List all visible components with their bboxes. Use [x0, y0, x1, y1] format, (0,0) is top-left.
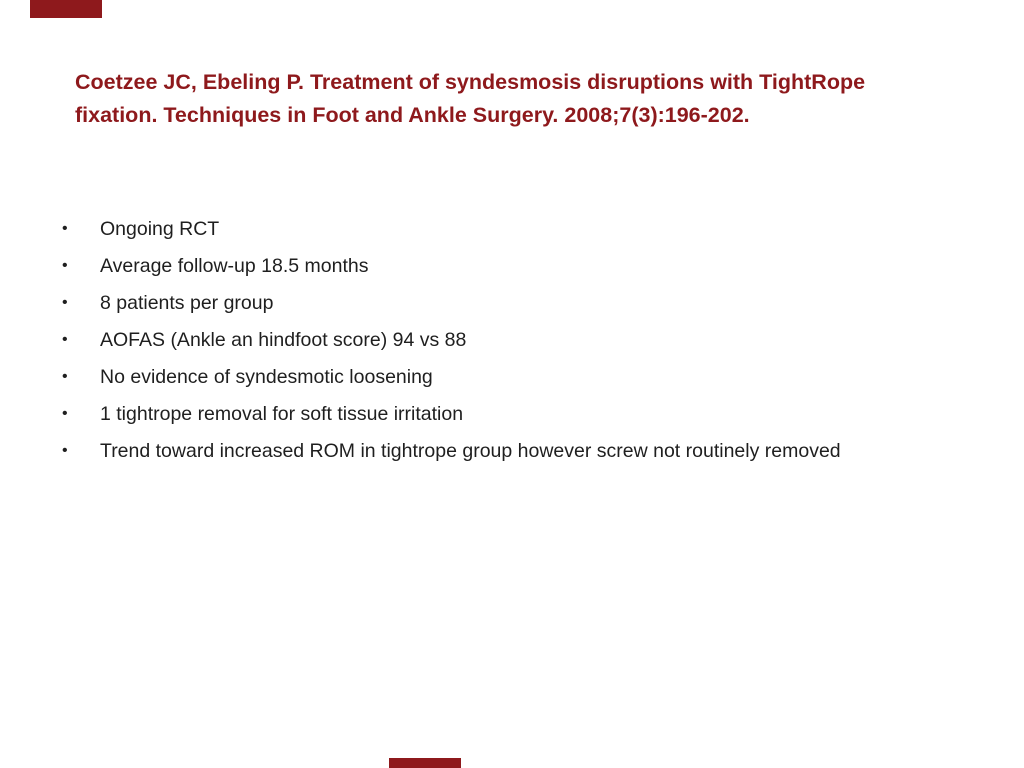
list-item — [62, 288, 922, 318]
slide-title: Coetzee JC, Ebeling P. Treatment of syndesmosis disruptions with TightRope fixation. Techniques in Foot and Ankle Surgery. 2008;7(3):196-202. — [75, 70, 866, 128]
bottom-accent-bar — [389, 758, 461, 768]
bullet-text: 8 patients per group — [100, 292, 274, 314]
bullet-text: Average follow-up 18.5 months — [100, 255, 369, 277]
bullet-icon: • — [62, 442, 68, 459]
bullet-icon: • — [62, 368, 68, 385]
bullet-icon: • — [62, 405, 68, 422]
bullet-list — [62, 214, 922, 473]
bullet-icon: • — [62, 257, 68, 274]
list-item — [62, 399, 922, 429]
list-item — [62, 436, 922, 466]
bullet-text: No evidence of syndesmotic loosening — [100, 366, 433, 388]
bullet-text: Ongoing RCT — [100, 218, 220, 240]
bullet-icon: • — [62, 220, 68, 237]
list-item — [62, 214, 922, 244]
bullet-icon: • — [62, 331, 68, 348]
list-item — [62, 362, 922, 392]
bullet-text: AOFAS (Ankle an hindfoot score) 94 vs 88 — [100, 329, 467, 351]
bullet-icon: • — [62, 294, 68, 311]
bullet-text: Trend toward increased ROM in tightrope group however screw not routinely removed — [100, 440, 841, 462]
list-item — [62, 325, 922, 355]
bullet-text: 1 tightrope removal for soft tissue irritation — [100, 403, 464, 425]
top-accent-bar — [30, 0, 102, 18]
list-item — [62, 251, 922, 281]
